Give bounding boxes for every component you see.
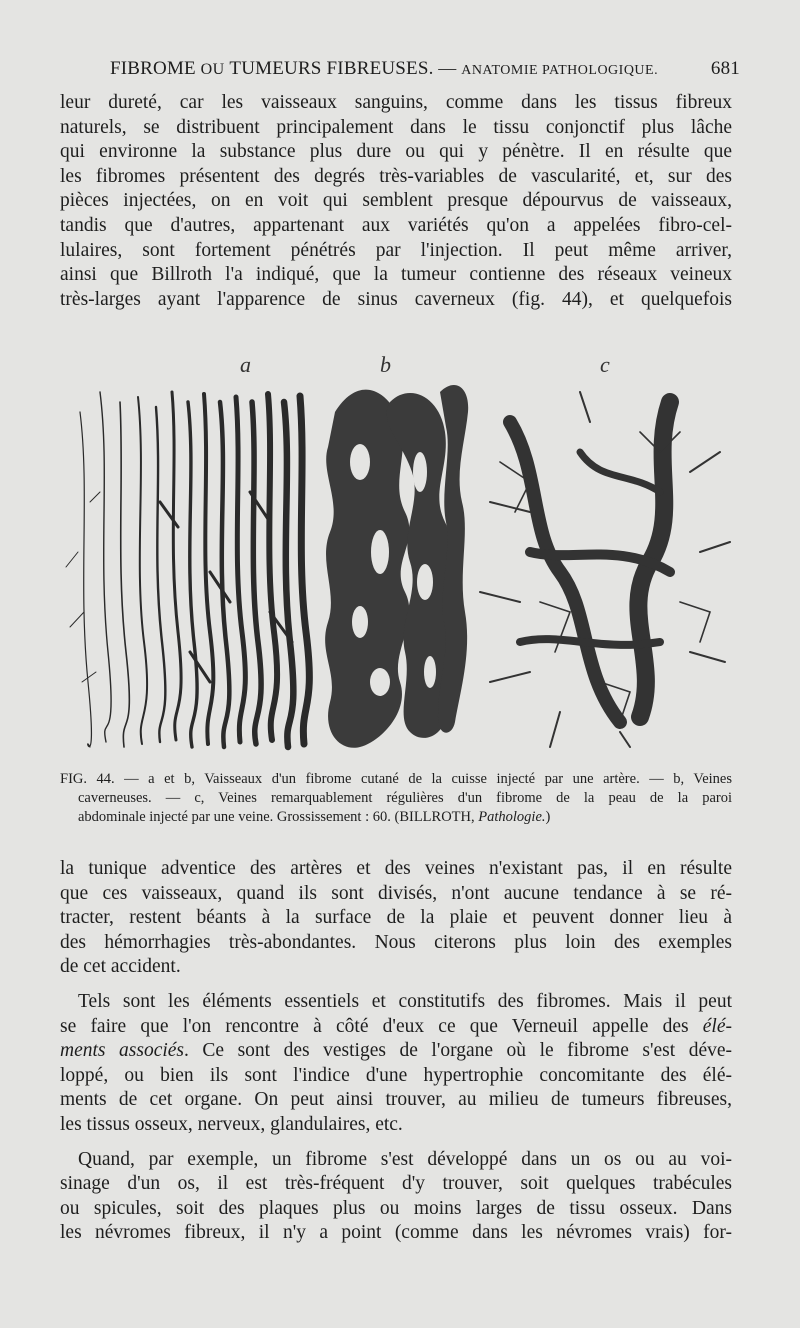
paragraph-1	[60, 91, 732, 312]
text-line: sinage d'un os, il est très-fréquent d'y trouver, soit quelques trabécules	[60, 1173, 732, 1195]
caption-line: FIG. 44. — a et b, Vaisseaux d'un fibrome cutané de la cuisse injecté par une artère. — b, Veines	[60, 771, 732, 787]
text-line: ainsi que Billroth l'a indiqué, que la tumeur contienne des réseaux veineux	[60, 264, 732, 286]
text-line: de cet accident.	[60, 956, 181, 978]
figure-44-illustration	[60, 352, 740, 762]
text-line: que ces vaisseaux, quand ils sont divisés, n'ont aucune tendance à se ré-	[60, 882, 732, 904]
panel-a-vessels	[66, 392, 309, 747]
paragraph-2	[60, 857, 732, 1246]
text-line: loppé, ou bien ils sont l'indice d'une hypertrophie concomitante des élé-	[60, 1064, 732, 1086]
text-line: la tunique adventice des artères et des veines n'existant pas, il en résulte	[60, 858, 732, 879]
panel-c-vein-network	[480, 392, 730, 747]
text-line: les fibromes présentent des degrés très-variables de vascularité, et, sur des	[60, 165, 732, 187]
text-line: des hémorrhagies très-abondantes. Nous citerons plus loin des exemples	[60, 931, 732, 953]
figure-label-c: c	[600, 352, 610, 377]
text-line: tandis que d'autres, appartenant aux variétés qu'on a appelées fibro-cel-	[60, 214, 732, 236]
text-line: leur dureté, car les vaisseaux sanguins, comme dans les tissus fibreux	[60, 92, 732, 113]
text-line: ments associés. Ce sont des vestiges de l'organe où le fibrome s'est déve-	[60, 1040, 732, 1062]
page-number: 681	[710, 58, 740, 79]
figure-caption	[60, 770, 732, 827]
text-line: se faire que l'on rencontre à côté d'eux ce que Verneuil appelle des élé-	[60, 1015, 732, 1037]
caption-line: abdominale injecté par une veine. Grossissement : 60. (BILLROTH, Pathologie.)	[78, 809, 551, 825]
figure-label-a: a	[240, 352, 251, 377]
text-line: tracter, restent béants à la surface de la plaie et peuvent donner lieu à	[60, 907, 732, 929]
caption-line: caverneuses. — c, Veines remarquablement régulières d'un fibrome de la peau de la paroi	[78, 790, 732, 806]
text-line: ments de cet organe. On peut ainsi trouver, au milieu de tumeurs fibreuses,	[60, 1089, 732, 1111]
header-title: FIBROME OU TUMEURS FIBREUSES. — ANATOMIE PATHOLOGIQUE.	[110, 58, 659, 79]
text-line: les névromes fibreux, il n'y a point (comme dans les névromes vrais) for-	[60, 1222, 732, 1244]
text-line: très-larges ayant l'apparence de sinus caverneux (fig. 44), et quelquefois	[60, 288, 732, 310]
text-line: Quand, par exemple, un fibrome s'est développé dans un os ou au voi-	[78, 1148, 732, 1170]
figure-label-b: b	[380, 352, 391, 377]
text-line: ou spicules, soit des plaques plus ou moins larges de tissu osseux. Dans	[60, 1197, 732, 1219]
text-line: les tissus osseux, nerveux, glandulaires, etc.	[60, 1113, 403, 1135]
running-header	[110, 58, 740, 80]
text-line: lulaires, sont fortement pénétrés par l'injection. Il peut même arriver,	[60, 239, 732, 261]
panel-b-cavernous-veins	[325, 385, 468, 748]
header-section: ANATOMIE PATHOLOGIQUE.	[461, 63, 659, 78]
text-line: pièces injectées, on en voit qui semblent presque dépourvus de vaisseaux,	[60, 190, 732, 212]
text-line: Tels sont les éléments essentiels et constitutifs des fibromes. Mais il peut	[78, 990, 732, 1012]
text-line: naturels, se distribuent principalement dans le tissu conjonctif plus lâche	[60, 116, 732, 138]
vessel-engraving	[60, 352, 740, 762]
text-line: qui environne la substance plus dure ou qui y pénètre. Il en résulte que	[60, 141, 732, 163]
